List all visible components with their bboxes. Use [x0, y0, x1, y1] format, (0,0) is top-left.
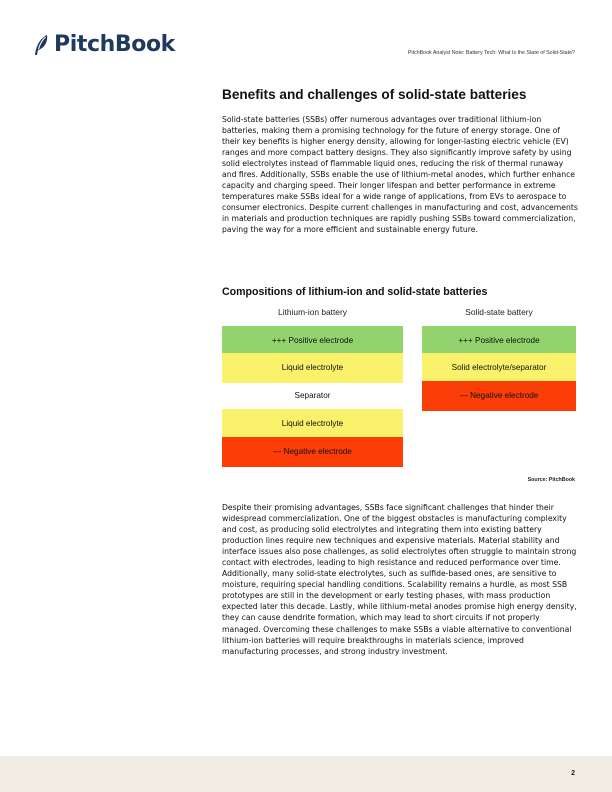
logo-text: PitchBook	[54, 32, 175, 57]
page-number: 2	[571, 770, 575, 777]
pitchbook-logo	[32, 33, 175, 57]
source-note: Source: PitchBook	[527, 477, 575, 483]
solid-state-heading: Solid-state battery	[465, 307, 533, 317]
pitchbook-leaf-icon	[32, 33, 50, 57]
body-paragraph-challenges: Despite their promising advantages, SSBs face significant challenges that hinder their widespread commercialization. One of the biggest obstacles is manufacturing complexity and cost, as producing solid electrolytes and integrating them into existing battery production lines require new techniques and expensive materials. Material stability and interface issues also pose challenges, as solid electrolytes often struggle to maintain strong contact with electrodes, leading to high resistance and reduced performance over time. Additionally, many solid-state electrolytes, such as sulfide-based ones, are sensitive to moisture, requiring special handling conditions. Scalability remains a hurdle, as most SSB prototypes are still in the development or early testing phases, with mass production expected later this decade. Lastly, while lithium-metal anodes promise high energy density, they can cause dendrite formation, which may lead to short circuits if not properly managed. Overcoming these challenges to make SSBs a viable alternative to conventional lithium-ion batteries will require breakthroughs in materials science, improved manufacturing processes, and strong industry investment.	[222, 503, 577, 656]
li-liquid-electrolyte-top: Liquid electrolyte	[222, 353, 403, 383]
li-negative-electrode: --- Negative electrode	[222, 437, 403, 467]
li-positive-electrode: +++ Positive electrode	[222, 326, 403, 356]
lithium-ion-heading: Lithium-ion battery	[278, 307, 347, 317]
ss-solid-electrolyte-separator: Solid electrolyte/separator	[422, 353, 576, 383]
footer-band	[0, 756, 612, 792]
diagram-title: Compositions of lithium-ion and solid-state batteries	[222, 286, 488, 298]
section-title: Benefits and challenges of solid-state batteries	[222, 87, 527, 102]
li-liquid-electrolyte-bottom: Liquid electrolyte	[222, 409, 403, 439]
header-note: PitchBook Analyst Note: Battery Tech: What Is the State of Solid-State?	[407, 50, 575, 56]
ss-positive-electrode: +++ Positive electrode	[422, 326, 576, 356]
body-paragraph-benefits: Solid-state batteries (SSBs) offer numerous advantages over traditional lithium-ion batteries, making them a promising technology for the future of energy storage. One of their key benefits is higher energy density, allowing for longer-lasting electric vehicle (EV) ranges and more compact battery designs. They also significantly improve safety by using solid electrolytes instead of flammable liquid ones, reducing the risk of thermal runaway and fires. Additionally, SSBs enable the use of lithium-metal anodes, which further enhance capacity and charging speed. Their longer lifespan and better performance in extreme temperatures make SSBs ideal for a wide range of applications, from EVs to aerospace to consumer electronics. Despite current challenges in manufacturing and cost, advancements in materials and production techniques are rapidly pushing SSBs toward commercialization, paving the way for a more efficient and sustainable energy future.	[222, 115, 578, 235]
ss-negative-electrode: --- Negative electrode	[422, 381, 576, 411]
li-separator: Separator	[294, 391, 331, 400]
